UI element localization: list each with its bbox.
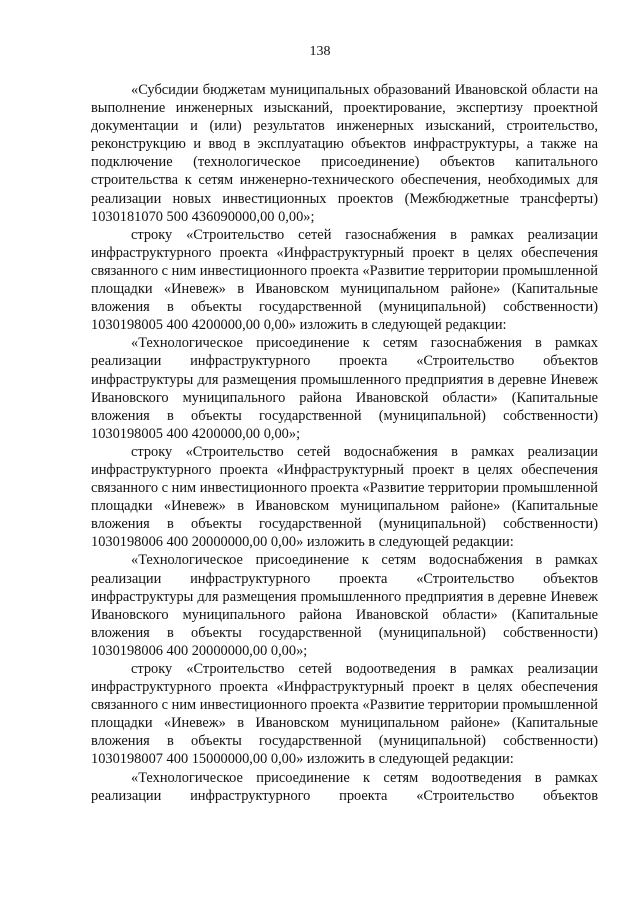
paragraph-drainage-line-old: строку «Строительство сетей водоотведения в рамках реализации инфраструктурного проекта «Инфраструктурный проект в целях обеспечения связанного с ним инвестиционного проекта «Развитие территории промышленной площадки «Иневеж» в Ивановском муниципальном районе» (Капитальные вложения в объекты государственной (муниципальной) собственности) 1030198007 400 15000000,00 0,00» изложить в следующей редакции: bbox=[91, 661, 598, 768]
paragraph-drainage-line-new: «Технологическое присоединение к сетям водоотведения в рамках реализации инфраструктурного проекта «Строительство объектов bbox=[91, 769, 598, 804]
document-body bbox=[91, 81, 598, 805]
paragraph-gas-line-old: строку «Строительство сетей газоснабжения в рамках реализации инфраструктурного проекта «Инфраструктурный проект в целях обеспечения связанного с ним инвестиционного проекта «Развитие территории промышленной площадки «Иневеж» в Ивановском муниципальном районе» (Капитальные вложения в объекты государственной (муниципальной) собственности) 1030198005 400 4200000,00 0,00» изложить в следующей редакции: bbox=[91, 226, 598, 334]
paragraph-gas-line-new: «Технологическое присоединение к сетям газоснабжения в рамках реализации инфраструктурного проекта «Строительство объектов инфраструктуры для размещения промышленного предприятия в деревне Иневеж Ивановского муниципального района Ивановской области» (Капитальные вложения в объекты государственной (муниципальной) собственности) 1030198005 400 4200000,00 0,00»; bbox=[91, 335, 598, 442]
paragraph-water-line-old: строку «Строительство сетей водоснабжения в рамках реализации инфраструктурного проекта «Инфраструктурный проект в целях обеспечения связанного с ним инвестиционного проекта «Развитие территории промышленной площадки «Иневеж» в Ивановском муниципальном районе» (Капитальные вложения в объекты государственной (муниципальной) собственности) 1030198006 400 20000000,00 0,00» изложить в следующей редакции: bbox=[91, 443, 598, 551]
page-number: 138 bbox=[309, 44, 331, 59]
paragraph-water-line-new: «Технологическое присоединение к сетям водоснабжения в рамках реализации инфраструктурного проекта «Строительство объектов инфраструктуры для размещения промышленного предприятия в деревне Иневеж Ивановского муниципального района Ивановской области» (Капитальные вложения в объекты государственной (муниципальной) собственности) 1030198006 400 20000000,00 0,00»; bbox=[91, 552, 598, 659]
paragraph-subsidies: «Субсидии бюджетам муниципальных образований Ивановской области на выполнение инженерных изысканий, проектирование, экспертизу проектной документации и (или) результатов инженерных изысканий, строительство, реконструкцию и ввод в эксплуатацию объектов инфраструктуры, а также на подключение (технологическое присоединение) объектов капитального строительства к сетям инженерно-технического обеспечения, необходимых для реализации новых инвестиционных проектов (Межбюджетные трансферты) 1030181070 500 436090000,00 0,00»; bbox=[91, 82, 598, 225]
